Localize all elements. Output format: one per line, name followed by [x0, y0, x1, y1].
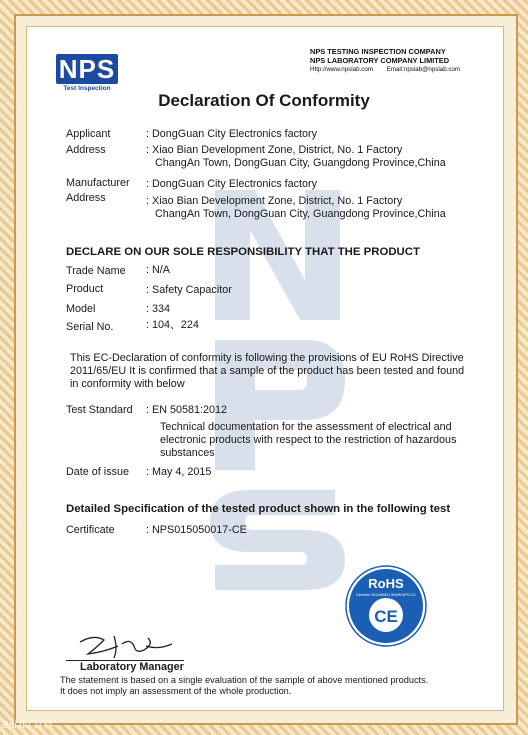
spec-heading: Detailed Specification of the tested product shown in the following test	[66, 503, 451, 515]
footer-line1: The statement is based on a single evaluation of the sample of above mentioned products.	[60, 675, 429, 685]
date-label: Date of issue	[66, 466, 130, 478]
test-standard-label: Test Standard	[66, 404, 133, 416]
nps-logo	[56, 54, 118, 94]
test-standard-desc1: Technical documentation for the assessment of electrical and	[160, 421, 452, 433]
product-value: : Safety Capacitor	[146, 284, 232, 296]
company-website: Http://www.npslab.com	[310, 66, 373, 73]
company-line2: NPS LABORATORY COMPANY LIMITED	[310, 56, 450, 65]
signature-role: Laboratory Manager	[80, 661, 184, 673]
certificate-label: Certificate	[66, 524, 115, 536]
serial-value: : 104、224	[146, 319, 199, 331]
trade-name-label: Trade Name	[66, 265, 126, 277]
test-standard-desc2: electronic products with respect to the restriction of hazardous	[160, 434, 457, 446]
model-label: Model	[66, 303, 96, 315]
nps-logo-subtitle: Test Inspection	[63, 85, 111, 92]
signature-scribble	[74, 630, 184, 662]
ce-mark: CE	[374, 607, 398, 626]
trade-name-value: : N/A	[146, 264, 170, 276]
statement-line3: in conformity with below	[70, 378, 185, 390]
date-value: : May 4, 2015	[146, 466, 212, 478]
model-value: : 334	[146, 303, 171, 315]
test-standard-desc3: substances	[160, 447, 215, 459]
applicant-address-line1: : Xiao Bian Development Zone, District, No. 1 Factory	[146, 144, 403, 156]
nps-logo-text: NPS	[56, 54, 118, 84]
statement-line2: 2011/65/EU It is confirmed that a sample of the product has been tested and found	[70, 365, 465, 377]
nps-watermark	[195, 180, 355, 600]
company-contact	[310, 65, 480, 74]
manufacturer-address-line2: ChangAn Town, DongGuan City, Guangdong Province,China	[155, 208, 446, 220]
rohs-seal-title: RoHS	[368, 576, 404, 591]
declare-heading: DECLARE ON OUR SOLE RESPONSIBILITY THAT THE PRODUCT	[66, 246, 420, 258]
manufacturer-label: Manufacturer	[66, 177, 130, 189]
serial-label: Serial No.	[66, 321, 114, 333]
footer-line2: It does not imply an assessment of the whole production.	[60, 686, 292, 696]
certificate-value: : NPS015050017-CE	[146, 524, 247, 536]
company-header	[310, 47, 480, 74]
baidu-watermark: Bai du 百科	[2, 720, 54, 731]
company-email: Email:npslab@npslab.com	[386, 66, 461, 73]
applicant-value: : DongGuan City Electronics factory	[146, 128, 318, 140]
test-standard-value: : EN 50581:2012	[146, 404, 228, 416]
applicant-address-label: Address	[66, 144, 106, 156]
rohs-seal-ring-text: Directive 2011/65/EU WWW.NPS.CO	[356, 593, 416, 597]
statement-line1: This EC-Declaration of conformity is following the provisions of EU RoHS Directive	[70, 352, 464, 364]
manufacturer-value: : DongGuan City Electronics factory	[146, 178, 318, 190]
document-title: Declaration Of Conformity	[158, 91, 370, 110]
rohs-seal	[345, 565, 427, 647]
applicant-label: Applicant	[66, 128, 111, 140]
company-line1: NPS TESTING INSPECTION COMPANY	[310, 47, 446, 56]
applicant-address-line2: ChangAn Town, DongGuan City, Guangdong Province,China	[155, 157, 446, 169]
manufacturer-address-line1: : Xiao Bian Development Zone, District, No. 1 Factory	[146, 195, 403, 207]
product-label: Product	[66, 283, 104, 295]
manufacturer-address-label: Address	[66, 192, 106, 204]
